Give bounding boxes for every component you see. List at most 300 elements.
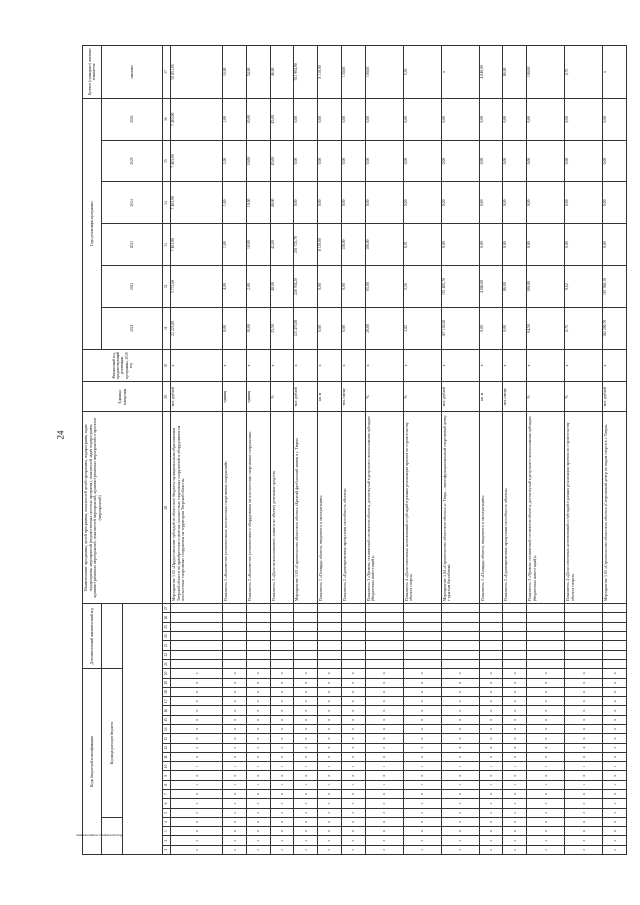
code-digit: 0 [223,678,247,687]
code-digit: 0 [270,817,294,826]
code-digit: 2 [479,799,503,808]
code-digit: 0 [479,678,503,687]
code-digit: 2 [403,845,441,854]
row-year-value: 0,00 [479,182,503,224]
code-digit: 0 [479,752,503,761]
code-digit: 0 [365,734,403,743]
year-2022: 2022 [102,266,163,308]
column-number: 13 [163,734,171,743]
code-digit: 0 [503,669,527,678]
code-digit: 0 [365,687,403,696]
code-digit: 0 [365,827,403,836]
code-digit: 0 [403,706,441,715]
code-digit [603,659,627,668]
code-digit: 2 [270,836,294,845]
code-digit [503,632,527,641]
code-digit: 0 [603,687,627,696]
code-digit: 0 [527,817,565,826]
row-year-value: 0,00 [294,182,318,224]
column-number: 11 [163,752,171,761]
code-digit: 2 [318,808,342,817]
row-year-value: 4,00 [223,266,247,308]
code-digit [171,659,223,668]
code-digit: 0 [341,817,365,826]
code-digit [294,632,318,641]
row-year-value: 0,00 [565,140,603,182]
code-digit: 1 [527,762,565,771]
page-number: 24 [55,430,66,440]
code-digit: 0 [527,771,565,780]
code-digit: 0 [441,715,479,724]
row-year-value: 10,00 [247,307,271,349]
code-digit: 0 [223,715,247,724]
code-digit: 4 [565,743,603,752]
row-unit: % [365,382,403,412]
code-digit: 0 [403,752,441,761]
column-number: 17 [163,697,171,706]
code-digit: 0 [565,678,603,687]
code-digit: 0 [294,706,318,715]
code-digit [223,641,247,650]
code-digit: 0 [403,669,441,678]
row-year-value: 0,00 [341,307,365,349]
code-digit [527,641,565,650]
code-digit: 2 [318,845,342,854]
code-digit: 0 [603,790,627,799]
code-digit: 2 [603,845,627,854]
row-target-value: 16,00 [223,46,247,99]
row-year-value: 123 475,00 [294,307,318,349]
code-digit: 0 [365,669,403,678]
code-digit: 1 [527,780,565,789]
code-digit: 0 [365,752,403,761]
additional-info-header: Дополнительный аналитический код [83,604,102,669]
code-digit [603,613,627,622]
code-digit: 0 [223,669,247,678]
row-year-value: 167 366,10 [603,266,627,308]
code-digit: 2 [247,743,271,752]
code-digit: 1 [403,762,441,771]
row-year-value: 0,00 [341,140,365,182]
row-base-value: х [503,349,527,382]
code-digit: 0 [247,771,271,780]
row-year-value: 167 102,60 [441,307,479,349]
code-digit [341,604,365,613]
code-digit: 0 [247,697,271,706]
code-digit: 0 [341,706,365,715]
code-digit [441,641,479,650]
row-name: Показатель 3 «Уровень технической готовности объекта, достигнутый в результате использования субсидии (бюджетных инвестиций)» [365,412,403,604]
code-digit [247,622,271,631]
code-digit: 0 [441,771,479,780]
code-digit: 0 [365,790,403,799]
row-year-value: 0,00 [403,182,441,224]
code-digit [403,659,441,668]
column-number: 21 [163,659,171,668]
code-digit: 2 [565,799,603,808]
code-digit [318,632,342,641]
row-year-value: 226 704,20 [294,266,318,308]
code-digit [223,632,247,641]
code-digit: 0 [171,752,223,761]
code-digit: 0 [294,697,318,706]
code-digit [341,632,365,641]
table-row [603,46,627,855]
code-digit: 2 [365,836,403,845]
code-digit [318,604,342,613]
row-target-value: 55 851,05 [171,46,223,99]
code-digit: 2 [341,799,365,808]
row-name: Показатель 1 «Количество установленных плоскостных спортивных сооружений» [223,412,247,604]
row-year-value: 0,00 [603,182,627,224]
row-base-value: х [294,349,318,382]
code-digit: 0 [565,817,603,826]
code-digit: 2 [565,836,603,845]
code-digit: 2 [441,836,479,845]
code-digit: 0 [294,827,318,836]
code-digit: 1 [294,762,318,771]
code-digit: 0 [503,827,527,836]
code-digit [294,622,318,631]
code-digit: 0 [318,817,342,826]
code-digit: 0 [441,706,479,715]
code-digit: 0 [565,669,603,678]
code-digit: 1 [270,780,294,789]
row-year-value: 64,50 [527,307,565,349]
row-base-value: х [403,349,441,382]
row-year-value: 7 463,90 [171,140,223,182]
column-number: 18 [163,687,171,696]
code-digit [270,650,294,659]
code-digit [565,604,603,613]
code-digit: 1 [318,780,342,789]
row-year-value: 0,75 [565,307,603,349]
row-year-value: 130,00 [341,224,365,266]
code-digit: 0 [223,697,247,706]
row-target-value: 5,56 [403,46,441,99]
row-base-value: х [223,349,247,382]
code-digit [565,622,603,631]
row-year-value: 0,00 [318,140,342,182]
row-year-value: 0,00 [503,182,527,224]
code-digit: 0 [479,771,503,780]
code-digit [403,622,441,631]
row-year-value: 0,00 [318,307,342,349]
code-digit: 0 [223,725,247,734]
code-digit: 1 [294,780,318,789]
row-year-value: 0,00 [318,266,342,308]
code-digit: 2 [403,808,441,817]
code-digit: 0 [171,790,223,799]
code-digit [441,604,479,613]
code-digit: 0 [247,817,271,826]
code-digit: 0 [503,771,527,780]
column-number: 25 [163,622,171,631]
code-digit: 0 [294,678,318,687]
code-digit: 0 [565,687,603,696]
code-digit: 2 [247,808,271,817]
row-target-value: 8 110,00 [318,46,342,99]
code-digit [527,622,565,631]
code-digit: 0 [403,715,441,724]
column-number: 33 [163,224,171,266]
code-digit [603,632,627,641]
code-digit: 0 [365,725,403,734]
row-unit: % [403,382,441,412]
code-digit: 0 [503,697,527,706]
code-digit: 0 [247,678,271,687]
table-row [247,46,271,855]
code-digit: 0 [503,790,527,799]
code-digit: 1 [223,762,247,771]
code-digit: 0 [479,697,503,706]
code-digit: 2 [223,836,247,845]
row-year-value: 65,00 [365,266,403,308]
financial-year-header: Финансовый год, предшествующий реализации программы, 2019 год [83,349,163,382]
code-digit: 0 [479,734,503,743]
code-digit [503,622,527,631]
code-digit [403,604,441,613]
code-digit: 0 [341,725,365,734]
column-number: 29 [163,382,171,412]
code-digit: 0 [318,687,342,696]
column-number: 9 [163,771,171,780]
row-base-value: х [603,349,627,382]
column-number: 4 [163,817,171,826]
row-name: Мероприятие 1.02 «Предоставление субсидий из областного бюджета муниципальным образованиям Тверской области на приобретение и монтаж плоскостных спортивных сооружений и оборудования на плоскостные спортивные сооружения на территории Тверской области» [171,412,223,604]
code-digit: 0 [365,817,403,826]
row-name: Мероприятие 1.03 «Строительство областного объекта «Крытый футбольный манеж в г. Твери» [294,412,318,604]
code-digit: 1 [503,762,527,771]
row-year-value: 0,00 [527,182,565,224]
code-digit: 0 [603,678,627,687]
table-row [341,46,365,855]
code-digit: 2 [479,808,503,817]
code-digit [503,641,527,650]
table-row [223,46,247,855]
code-digit [441,613,479,622]
row-base-value: х [270,349,294,382]
code-digit [479,604,503,613]
table-row [479,46,503,855]
table-row [365,46,403,855]
code-digit: 2 [318,836,342,845]
code-digit: 0 [479,669,503,678]
code-digit: 0 [527,678,565,687]
code-digit: 1 [365,780,403,789]
program-table [76,45,627,855]
code-digit: 2 [565,808,603,817]
code-digit: 0 [223,790,247,799]
code-digit: 2 [527,799,565,808]
code-digit [479,632,503,641]
row-target-value: 0,75 [565,46,603,99]
code-digit: 2 [223,808,247,817]
row-year-value: 45,00 [270,140,294,182]
row-year-value: 7 463,90 [171,182,223,224]
code-digit: 0 [294,771,318,780]
code-digit: 0 [171,715,223,724]
code-digit [365,632,403,641]
code-digit: 0 [479,687,503,696]
code-digit: 1 [171,780,223,789]
row-year-value: 0,00 [365,140,403,182]
code-digit: 0 [503,752,527,761]
code-digit: 0 [565,752,603,761]
code-digit [341,613,365,622]
row-year-value: 0,00 [603,224,627,266]
code-digit: 0 [318,771,342,780]
code-digit [341,650,365,659]
code-digit: 0 [603,715,627,724]
code-digit: 0 [441,687,479,696]
code-digit: 1 [247,762,271,771]
code-digit: 0 [341,827,365,836]
code-digit: 0 [223,827,247,836]
row-base-value: х [441,349,479,382]
row-base-value: х [341,349,365,382]
code-digit: 0 [171,678,223,687]
code-digit [365,650,403,659]
row-unit: чел./смену [503,382,527,412]
row-year-value: 10,00 [247,182,271,224]
code-digit: 0 [270,734,294,743]
code-digit: 2 [503,845,527,854]
code-digit: 0 [294,790,318,799]
column-number: 22 [163,650,171,659]
code-digit: 2 [171,845,223,854]
code-digit [294,650,318,659]
row-base-value: х [565,349,603,382]
code-digit [365,641,403,650]
code-digit [441,622,479,631]
code-digit [527,659,565,668]
code-digit [341,622,365,631]
code-digit: 0 [247,687,271,696]
code-digit: 2 [171,808,223,817]
code-digit: 0 [318,725,342,734]
column-number: 24 [163,632,171,641]
row-year-value: 45,00 [270,98,294,140]
code-digit: 0 [294,817,318,826]
row-year-value: 0,00 [318,182,342,224]
expenditure-type-header: Код вида расходов бюджета [102,669,123,818]
code-digit: 0 [565,771,603,780]
code-digit: 2 [527,836,565,845]
row-year-value: 0,00 [441,182,479,224]
column-number: 19 [163,678,171,687]
code-digit [294,604,318,613]
table-row [503,46,527,855]
row-name: Мероприятие 1.05 «Строительство областного объекта «Спортивный центр по видам спорта в г. Твери» [603,412,627,604]
code-digit: 2 [270,808,294,817]
column-number: 28 [163,412,171,604]
code-digit: 0 [603,697,627,706]
code-digit: 0 [223,734,247,743]
code-digit: 0 [171,817,223,826]
row-year-value: 151 465,70 [441,266,479,308]
row-year-value: 182 290,70 [603,307,627,349]
code-digit: 0 [270,678,294,687]
code-digit: 0 [403,817,441,826]
row-year-value: 0,00 [527,224,565,266]
code-digit: 0 [441,827,479,836]
code-digit: 2 [223,743,247,752]
row-unit: единиц [223,382,247,412]
code-digit [503,613,527,622]
row-name: Показатель 1 «Площадь объекта, введенного в эксплуатацию» [318,412,342,604]
code-digit: 0 [341,687,365,696]
program-code-header: Код программы, подпрограммы [102,817,123,854]
code-digit: 0 [223,687,247,696]
row-base-value: х [318,349,342,382]
code-digit: 0 [565,697,603,706]
code-digit [479,613,503,622]
row-year-value: 0,62 [565,266,603,308]
code-digit: 0 [479,715,503,724]
code-digit: 4 [503,743,527,752]
code-digit: 2 [341,808,365,817]
code-digit: 0 [247,706,271,715]
row-year-value: 7 463,90 [171,98,223,140]
code-digit [441,650,479,659]
code-digit: 0 [341,734,365,743]
budget-classification-header: Коды бюджетной классификации [83,669,102,855]
code-digit: 0 [270,752,294,761]
code-digit [171,632,223,641]
table-row [403,46,441,855]
code-digit: 1 [479,780,503,789]
row-name: Показатель 4 «Доля освоенных ассигнований и субсидий в рамках реализации проекта по строительству объекта спорта» [565,412,603,604]
code-digit [294,641,318,650]
code-digit [403,613,441,622]
code-digit: 1 [441,762,479,771]
code-digit: 0 [294,734,318,743]
code-digit: 0 [403,790,441,799]
code-digit: 0 [565,734,603,743]
code-digit: 0 [479,725,503,734]
code-digit [603,650,627,659]
column-number: 30 [163,349,171,382]
code-digit: 0 [441,817,479,826]
column-number: 2 [163,836,171,845]
column-number: 27 [163,604,171,613]
code-digit: 0 [603,669,627,678]
row-year-value: 8,00 [223,307,247,349]
rotated-table-container [76,45,627,855]
row-year-value: 0,00 [527,98,565,140]
code-digit: 0 [270,725,294,734]
code-digit [565,650,603,659]
code-digit: 0 [294,687,318,696]
row-year-value: 40,00 [270,182,294,224]
code-digit: 2 [247,799,271,808]
code-digit: 0 [603,817,627,826]
code-digit: 2 [247,836,271,845]
code-digit: 2 [223,845,247,854]
code-digit: 1 [403,780,441,789]
year-2026: 2026 [102,98,163,140]
code-digit: 2 [223,799,247,808]
code-digit: 0 [341,678,365,687]
code-digit: 2 [294,808,318,817]
row-unit: % [565,382,603,412]
row-year-value: 0,00 [527,140,565,182]
code-digit [341,659,365,668]
code-digit: 0 [479,790,503,799]
code-digit [527,613,565,622]
code-digit: 0 [503,678,527,687]
